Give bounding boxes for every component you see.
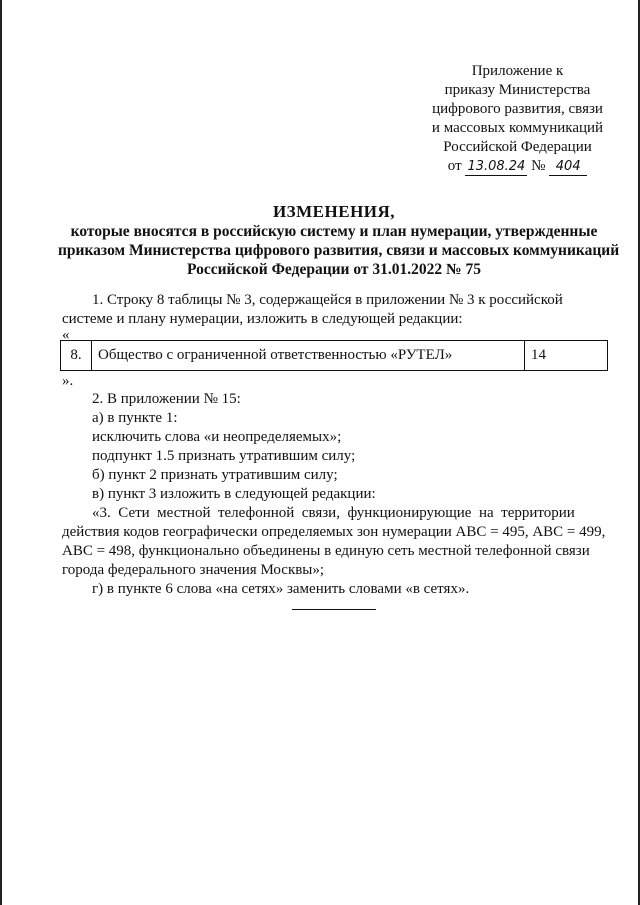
document-title — [58, 202, 620, 279]
appendix-date-row — [420, 157, 615, 176]
item2-heading: 2. В приложении № 15: — [92, 391, 241, 407]
title-main: ИЗМЕНЕНИЯ, — [272, 202, 396, 221]
handwritten-date: 13.08.24 — [465, 159, 527, 176]
date-prefix: от — [447, 158, 462, 174]
item2-quote-line1: «3. Сети местной телефонной связи, функционирующие на территории — [92, 505, 575, 521]
item2-a: а) в пункте 1: — [92, 410, 178, 426]
item2-a-1: исключить слова «и неопределяемых»; — [92, 429, 342, 445]
title-line: которые вносятся в российскую систему и план нумерации, утвержденные — [70, 223, 598, 240]
table-cell-name: Общество с ограниченной ответственностью «РУТЕЛ» — [92, 341, 525, 371]
closing-divider — [292, 609, 376, 610]
page-edge-left — [0, 0, 2, 905]
appendix-header — [420, 62, 615, 176]
number-prefix: № — [531, 158, 546, 174]
table-row — [61, 341, 608, 371]
close-quote: ». — [62, 373, 74, 389]
item1-line1: 1. Строку 8 таблицы № 3, содержащейся в приложении № 3 к российской — [92, 292, 563, 308]
title-line: приказом Министерства цифрового развития, связи и массовых коммуникаций — [58, 242, 620, 259]
item2-quote-line2: действия кодов географически определяемых зон нумерации АВС = 495, АВС = 499, — [62, 524, 606, 540]
table-cell-num: 8. — [61, 341, 92, 371]
item2-g: г) в пункте 6 слова «на сетях» заменить словами «в сетях». — [92, 581, 470, 597]
handwritten-number: 404 — [549, 159, 587, 176]
item2-a-2: подпункт 1.5 признать утратившим силу; — [92, 448, 356, 464]
replacement-table — [60, 340, 608, 371]
item2-b: б) пункт 2 признать утратившим силу; — [92, 467, 338, 483]
item1-line2: системе и плану нумерации, изложить в следующей редакции: — [62, 311, 463, 327]
appendix-line: приказу Министерства — [444, 82, 591, 98]
item2-quote-line3: АВС = 498, функционально объединены в единую сеть местной телефонной связи — [62, 543, 590, 559]
title-line: Российской Федерации от 31.01.2022 № 75 — [187, 261, 481, 278]
appendix-line: Приложение к — [471, 63, 564, 79]
open-quote: « — [62, 327, 70, 343]
item2-quote-line4: города федерального значения Москвы»; — [62, 562, 325, 578]
appendix-line: цифрового развития, связи — [432, 101, 603, 117]
appendix-line: и массовых коммуникаций — [431, 120, 604, 136]
table-cell-value: 14 — [525, 341, 608, 371]
item2-v: в) пункт 3 изложить в следующей редакции: — [92, 486, 376, 502]
appendix-line: Российской Федерации — [443, 139, 592, 155]
